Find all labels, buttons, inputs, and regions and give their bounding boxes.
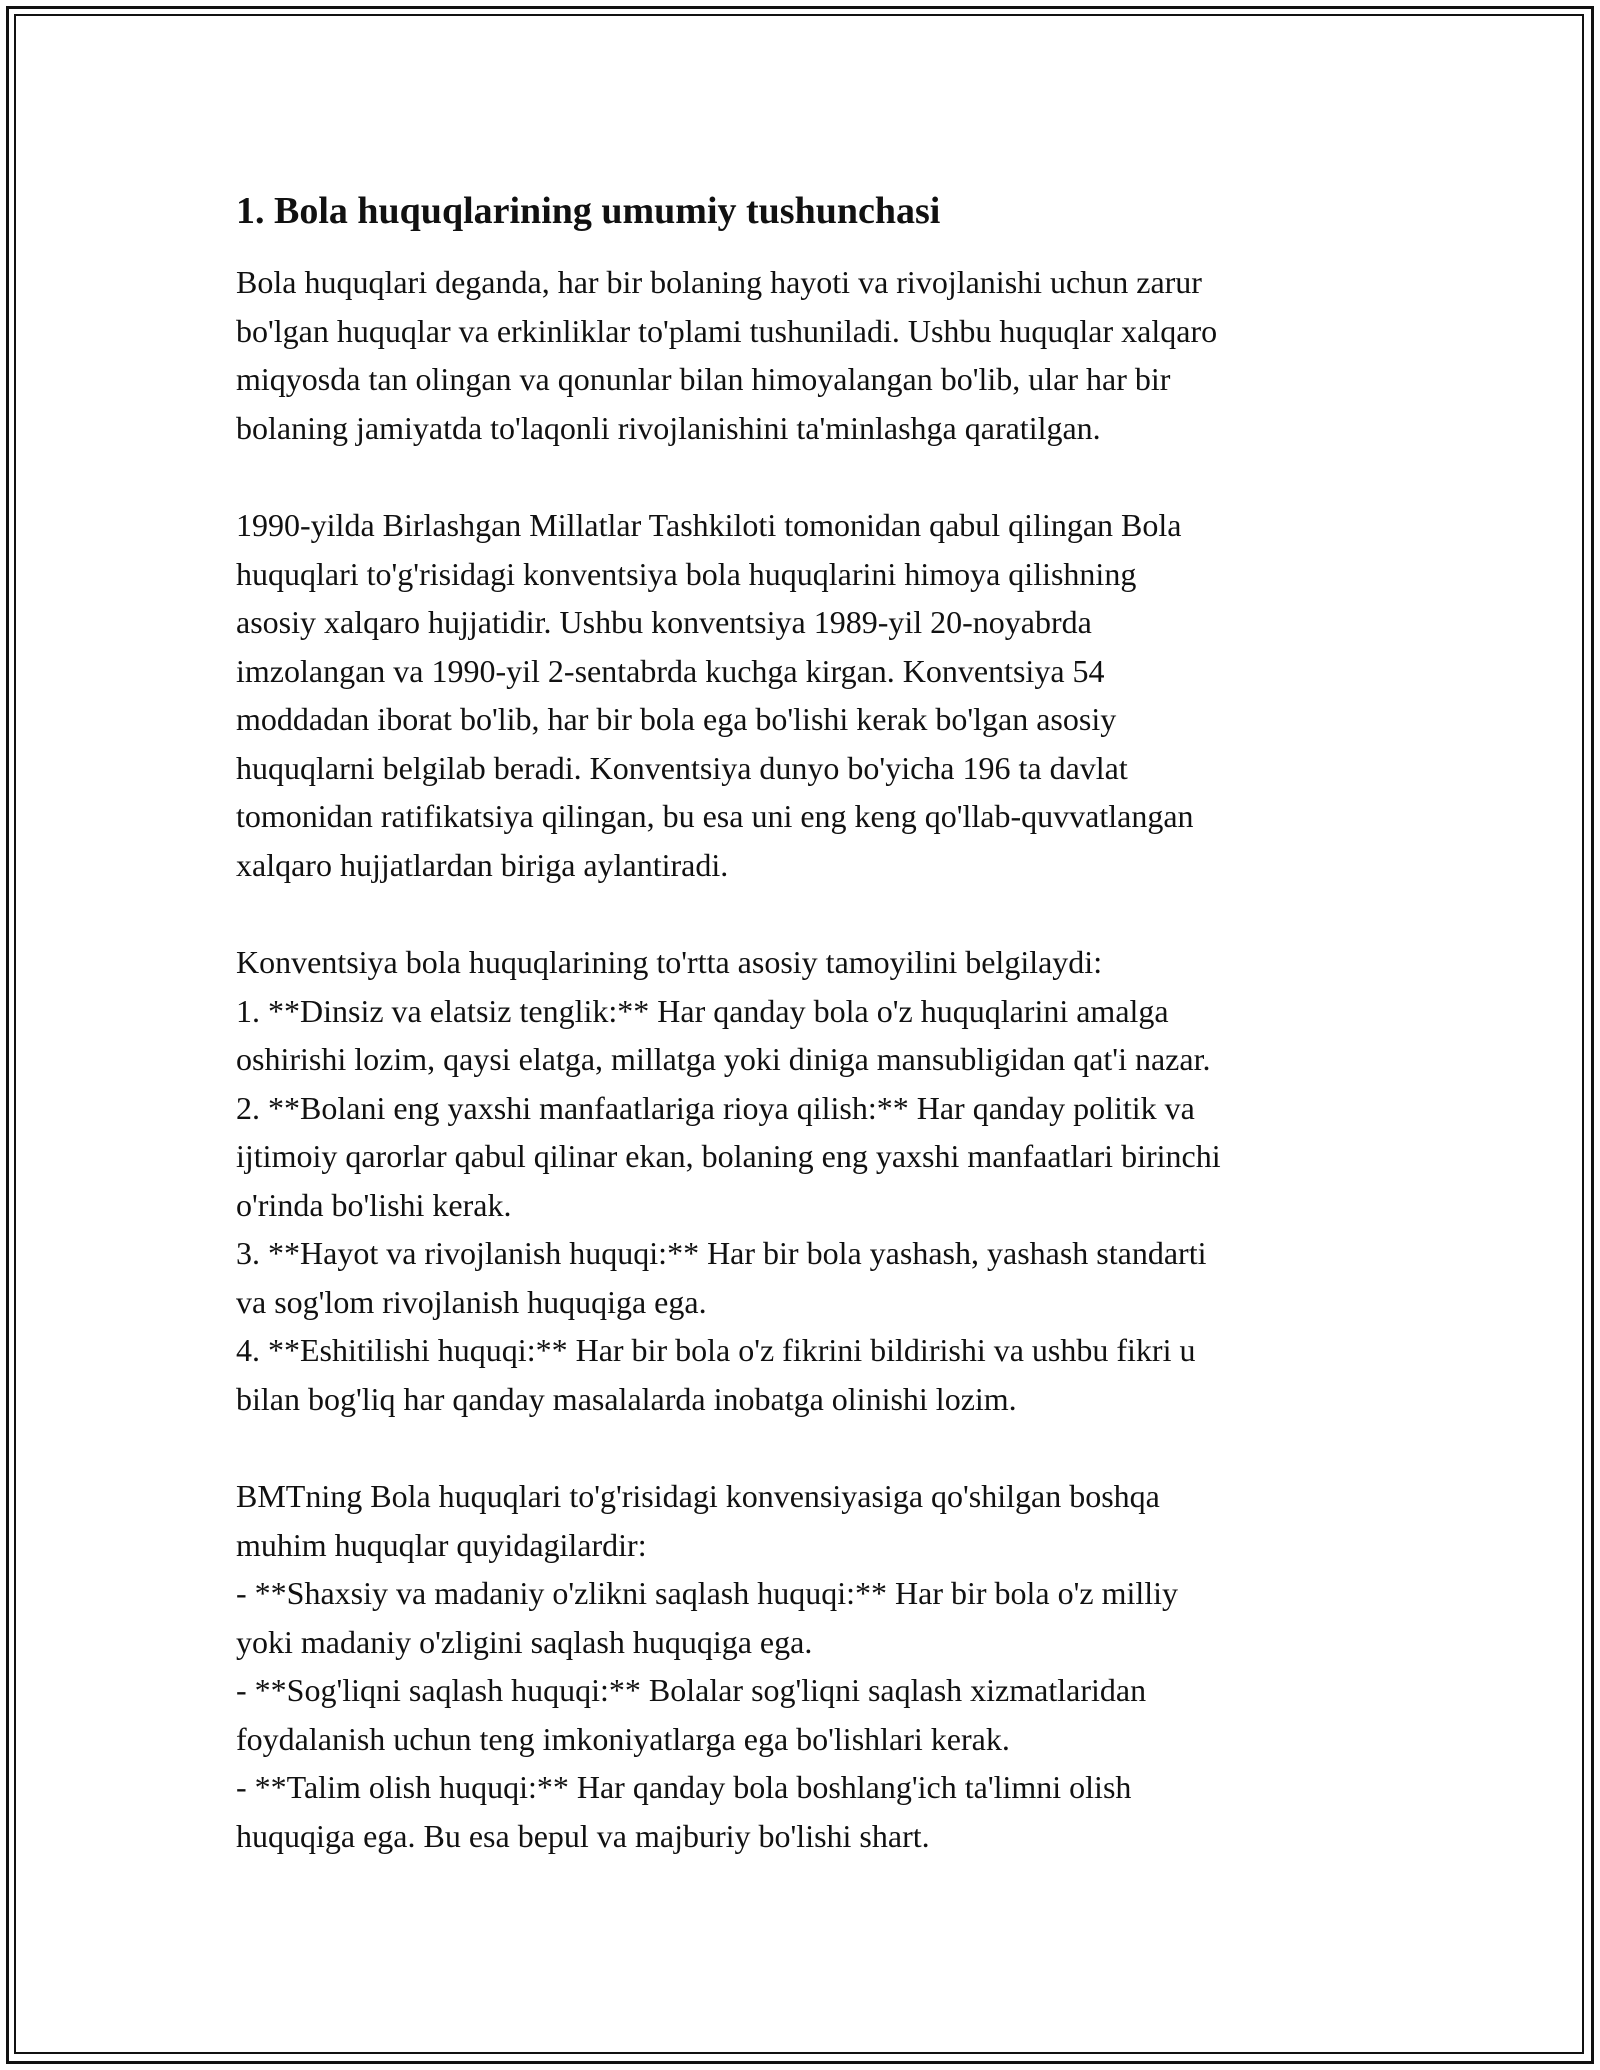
- text-line: Konventsiya bola huquqlarining to'rtta asosiy tamoyilini belgilaydi:: [236, 944, 1103, 980]
- list-item: oshirishi lozim, qaysi elatga, millatga yoki diniga mansubligidan qat'i nazar.: [236, 1041, 1211, 1077]
- paragraph-other-rights: [236, 1472, 1386, 1860]
- text-line: asosiy xalqaro hujjatidir. Ushbu konventsiya 1989-yil 20-noyabrda: [236, 604, 1092, 640]
- text-line: huquqlari to'g'risidagi konventsiya bola huquqlarini himoya qilishning: [236, 555, 1137, 592]
- list-item: huquqiga ega. Bu esa bepul va majburiy bo'lishi shart.: [236, 1817, 930, 1854]
- list-item: ijtimoiy qarorlar qabul qilinar ekan, bolaning eng yaxshi manfaatlari birinchi: [236, 1138, 1221, 1174]
- list-item: va sog'lom rivojlanish huquqiga ega.: [236, 1283, 707, 1320]
- list-item: 3. **Hayot va rivojlanish huquqi:** Har bir bola yashash, yashash standarti: [236, 1235, 1207, 1271]
- text-line: bo'lgan huquqlar va erkinliklar to'plami tushuniladi. Ushbu huquqlar xalqaro: [236, 312, 1218, 349]
- list-item: - **Shaxsiy va madaniy o'zlikni saqlash huquqi:** Har bir bola o'z milliy: [236, 1575, 1179, 1611]
- list-item: - **Talim olish huquqi:** Har qanday bola boshlang'ich ta'limni olish: [236, 1769, 1132, 1805]
- text-line: bolaning jamiyatda to'laqonli rivojlanishini ta'minlashga qaratilgan.: [236, 409, 1101, 446]
- list-item: 4. **Eshitilishi huquqi:** Har bir bola o'z fikrini bildirishi va ushbu fikri u: [236, 1332, 1196, 1368]
- text-line: 1990-yilda Birlashgan Millatlar Tashkiloti tomonidan qabul qilingan Bola: [236, 507, 1182, 543]
- text-line: xalqaro hujjatlardan biriga aylantiradi.: [236, 846, 729, 883]
- text-line: imzolangan va 1990-yil 2-sentabrda kuchga kirgan. Konventsiya 54: [236, 652, 1105, 689]
- list-item: - **Sog'liqni saqlash huquqi:** Bolalar sog'liqni saqlash xizmatlaridan: [236, 1672, 1147, 1708]
- text-line: miqyosda tan olingan va qonunlar bilan himoyalangan bo'lib, ular har bir: [236, 361, 1171, 397]
- text-line: tomonidan ratifikatsiya qilingan, bu esa uni eng keng qo'llab-quvvatlangan: [236, 798, 1194, 834]
- list-item: bilan bog'liq har qanday masalalarda inobatga olinishi lozim.: [236, 1380, 1017, 1417]
- list-item: o'rinda bo'lishi kerak.: [236, 1186, 512, 1223]
- paragraph-definition: [236, 258, 1386, 452]
- text-line: muhim huquqlar quyidagilardir:: [236, 1526, 647, 1563]
- list-item: yoki madaniy o'zligini saqlash huquqiga ega.: [236, 1623, 813, 1660]
- text-line: huquqlarni belgilab beradi. Konventsiya dunyo bo'yicha 196 ta davlat: [236, 749, 1128, 786]
- text-line: moddadan iborat bo'lib, har bir bola ega bo'lishi kerak bo'lgan asosiy: [236, 701, 1117, 737]
- text-line: BMTning Bola huquqlari to'g'risidagi konvensiyasiga qo'shilgan boshqa: [236, 1478, 1160, 1514]
- section-heading: 1. Bola huquqlarining umumiy tushunchasi: [236, 190, 941, 232]
- list-item: 1. **Dinsiz va elatsiz tenglik:** Har qanday bola o'z huquqlarini amalga: [236, 992, 1169, 1029]
- document-body: [236, 186, 1386, 1909]
- paragraph-convention: [236, 501, 1386, 889]
- list-item: 2. **Bolani eng yaxshi manfaatlariga rioya qilish:** Har qanday politik va: [236, 1089, 1195, 1126]
- list-item: foydalanish uchun teng imkoniyatlarga ega bo'lishlari kerak.: [236, 1720, 1010, 1757]
- text-line: Bola huquqlari deganda, har bir bolaning hayoti va rivojlanishi uchun zarur: [236, 264, 1202, 300]
- paragraph-principles: [236, 938, 1386, 1423]
